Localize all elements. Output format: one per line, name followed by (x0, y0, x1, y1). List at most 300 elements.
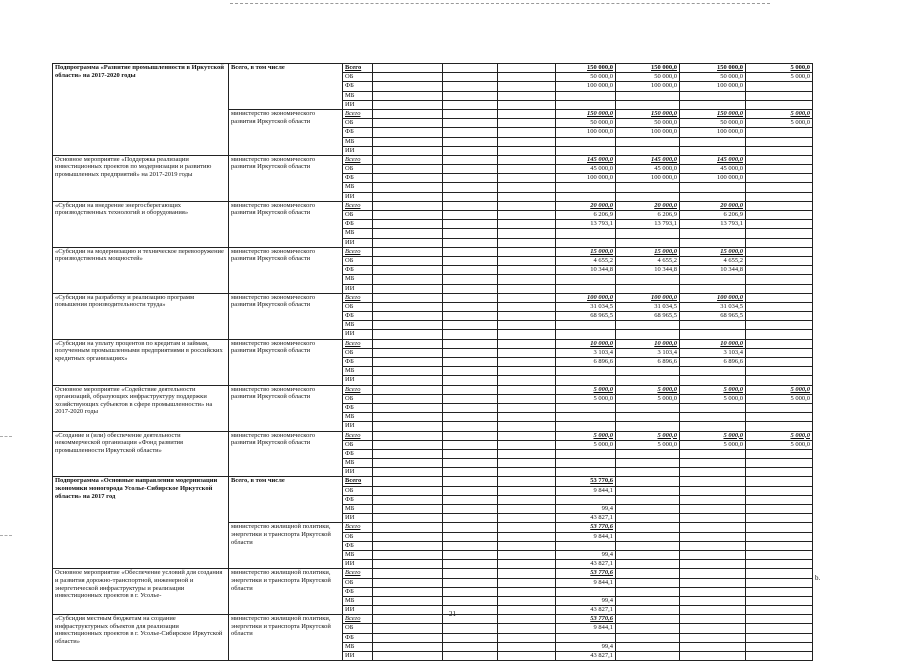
empty-cell (373, 367, 443, 376)
amount-cell (616, 624, 680, 633)
amount-cell: 5 000,0 (680, 431, 746, 440)
left-margin-dash (0, 436, 12, 437)
empty-cell (498, 119, 556, 128)
amount-cell (746, 495, 813, 504)
empty-cell (443, 422, 498, 431)
amount-cell: 43 827,1 (556, 560, 616, 569)
amount-cell: 20 000,0 (616, 201, 680, 210)
empty-cell (443, 247, 498, 256)
amount-cell (746, 284, 813, 293)
empty-cell (498, 137, 556, 146)
amount-cell: 68 965,5 (680, 312, 746, 321)
table-row (53, 431, 813, 440)
amount-cell: 100 000,0 (616, 82, 680, 91)
amount-cell: 150 000,0 (556, 64, 616, 73)
amount-cell (616, 633, 680, 642)
empty-cell (498, 633, 556, 642)
executor-cell: министерство экономического развития Иркутской области (229, 431, 343, 477)
amount-cell (616, 505, 680, 514)
amount-cell (616, 146, 680, 155)
source-label: МБ (343, 91, 373, 100)
amount-cell (556, 229, 616, 238)
empty-cell (498, 284, 556, 293)
source-label: ФБ (343, 541, 373, 550)
empty-cell (443, 183, 498, 192)
source-label: Всего (343, 615, 373, 624)
empty-cell (373, 302, 443, 311)
amount-cell: 6 896,6 (616, 358, 680, 367)
amount-cell (746, 82, 813, 91)
empty-cell (373, 155, 443, 164)
source-label: МБ (343, 642, 373, 651)
amount-cell (680, 505, 746, 514)
empty-cell (443, 266, 498, 275)
amount-cell (746, 256, 813, 265)
source-label: Всего (343, 569, 373, 578)
amount-cell: 10 344,8 (680, 266, 746, 275)
empty-cell (443, 449, 498, 458)
source-label: ФБ (343, 312, 373, 321)
amount-cell: 100 000,0 (680, 293, 746, 302)
empty-cell (498, 541, 556, 550)
empty-cell (498, 302, 556, 311)
page-number: 21 (449, 610, 456, 618)
table-row (53, 64, 813, 73)
empty-cell (498, 550, 556, 559)
amount-cell: 150 000,0 (556, 109, 616, 118)
amount-cell (680, 596, 746, 605)
amount-cell: 10 000,0 (616, 339, 680, 348)
empty-cell (443, 385, 498, 394)
amount-cell (680, 238, 746, 247)
amount-cell (556, 633, 616, 642)
empty-cell (373, 220, 443, 229)
empty-cell (498, 587, 556, 596)
amount-cell (746, 348, 813, 357)
amount-cell: 5 000,0 (746, 431, 813, 440)
empty-cell (373, 449, 443, 458)
amount-cell (746, 321, 813, 330)
amount-cell (746, 220, 813, 229)
empty-cell (498, 486, 556, 495)
empty-cell (498, 348, 556, 357)
amount-cell (616, 284, 680, 293)
amount-cell (746, 165, 813, 174)
empty-cell (373, 514, 443, 523)
amount-cell (556, 100, 616, 109)
source-label: Всего (343, 64, 373, 73)
source-label: ОБ (343, 302, 373, 311)
left-margin-dash (0, 535, 12, 536)
amount-cell (556, 413, 616, 422)
amount-cell: 6 206,9 (616, 211, 680, 220)
empty-cell (498, 403, 556, 412)
empty-cell (498, 330, 556, 339)
empty-cell (443, 128, 498, 137)
empty-cell (498, 183, 556, 192)
amount-cell: 43 827,1 (556, 606, 616, 615)
empty-cell (498, 91, 556, 100)
empty-cell (498, 247, 556, 256)
amount-cell: 10 000,0 (556, 339, 616, 348)
amount-cell (746, 532, 813, 541)
amount-cell: 145 000,0 (616, 155, 680, 164)
empty-cell (373, 569, 443, 578)
amount-cell (680, 486, 746, 495)
empty-cell (498, 569, 556, 578)
empty-cell (373, 459, 443, 468)
executor-cell: министерство экономического развития Иркутской области (229, 247, 343, 293)
amount-cell: 5 000,0 (616, 385, 680, 394)
amount-cell (556, 376, 616, 385)
program-title: Основное мероприятие «Содействие деятельности организаций, образующих инфраструктуру поддержки хозяйствующих субъектов в сфере промышленности» на 2017-2020 годы (53, 385, 229, 431)
empty-cell (373, 550, 443, 559)
empty-cell (443, 413, 498, 422)
amount-cell (556, 183, 616, 192)
amount-cell: 50 000,0 (616, 73, 680, 82)
source-label: ИИ (343, 468, 373, 477)
source-label: МБ (343, 413, 373, 422)
amount-cell (556, 284, 616, 293)
empty-cell (443, 302, 498, 311)
amount-cell: 13 793,1 (616, 220, 680, 229)
amount-cell: 5 000,0 (746, 440, 813, 449)
empty-cell (443, 238, 498, 247)
amount-cell: 20 000,0 (680, 201, 746, 210)
empty-cell (498, 468, 556, 477)
amount-cell (746, 266, 813, 275)
amount-cell (746, 192, 813, 201)
empty-cell (443, 394, 498, 403)
empty-cell (443, 284, 498, 293)
empty-cell (443, 220, 498, 229)
empty-cell (498, 560, 556, 569)
executor-cell: министерство жилищной политики, энергетики и транспорта Иркутской области (229, 615, 343, 661)
amount-cell: 13 793,1 (680, 220, 746, 229)
amount-cell (680, 569, 746, 578)
program-title: Подпрограмма «Основные направления модернизации экономики моногорода Усолье-Сибирское Иркутской области» на 2017 год (53, 477, 229, 569)
executor-cell: министерство жилищной политики, энергетики и транспорта Иркутской области (229, 523, 343, 569)
amount-cell (556, 587, 616, 596)
amount-cell: 100 000,0 (680, 128, 746, 137)
source-label: ОБ (343, 440, 373, 449)
source-label: ОБ (343, 532, 373, 541)
amount-cell (680, 413, 746, 422)
source-label: Всего (343, 477, 373, 486)
amount-cell: 100 000,0 (680, 174, 746, 183)
amount-cell: 6 206,9 (556, 211, 616, 220)
amount-cell (616, 321, 680, 330)
empty-cell (443, 155, 498, 164)
amount-cell: 3 103,4 (556, 348, 616, 357)
empty-cell (498, 100, 556, 109)
amount-cell: 15 000,0 (680, 247, 746, 256)
amount-cell (616, 376, 680, 385)
amount-cell: 5 000,0 (680, 385, 746, 394)
amount-cell (680, 376, 746, 385)
table-row (53, 201, 813, 210)
amount-cell (616, 541, 680, 550)
empty-cell (498, 275, 556, 284)
amount-cell: 50 000,0 (680, 73, 746, 82)
empty-cell (443, 486, 498, 495)
empty-cell (498, 192, 556, 201)
executor-cell: министерство жилищной политики, энергетики и транспорта Иркутской области (229, 569, 343, 615)
empty-cell (443, 358, 498, 367)
amount-cell (746, 523, 813, 532)
amount-cell (746, 146, 813, 155)
empty-cell (443, 119, 498, 128)
empty-cell (373, 321, 443, 330)
amount-cell (616, 523, 680, 532)
source-label: Всего (343, 431, 373, 440)
empty-cell (498, 367, 556, 376)
table-row (53, 385, 813, 394)
amount-cell (680, 367, 746, 376)
source-label: МБ (343, 275, 373, 284)
amount-cell (556, 146, 616, 155)
empty-cell (443, 256, 498, 265)
amount-cell: 53 770,6 (556, 569, 616, 578)
empty-cell (498, 64, 556, 73)
empty-cell (373, 109, 443, 118)
amount-cell (556, 541, 616, 550)
amount-cell: 10 000,0 (680, 339, 746, 348)
amount-cell: 100 000,0 (556, 174, 616, 183)
source-label: ОБ (343, 486, 373, 495)
amount-cell: 45 000,0 (556, 165, 616, 174)
amount-cell (616, 495, 680, 504)
amount-cell (680, 477, 746, 486)
empty-cell (498, 73, 556, 82)
amount-cell (746, 550, 813, 559)
amount-cell (556, 137, 616, 146)
empty-cell (373, 413, 443, 422)
empty-cell (443, 403, 498, 412)
empty-cell (498, 229, 556, 238)
empty-cell (498, 174, 556, 183)
table-row (53, 339, 813, 348)
amount-cell (616, 486, 680, 495)
amount-cell: 4 655,2 (680, 256, 746, 265)
amount-cell: 100 000,0 (680, 82, 746, 91)
amount-cell (746, 312, 813, 321)
source-label: ФБ (343, 403, 373, 412)
source-label: МБ (343, 367, 373, 376)
amount-cell: 100 000,0 (616, 174, 680, 183)
empty-cell (373, 275, 443, 284)
empty-cell (443, 578, 498, 587)
empty-cell (443, 624, 498, 633)
amount-cell (616, 367, 680, 376)
amount-cell: 6 896,6 (556, 358, 616, 367)
empty-cell (443, 100, 498, 109)
empty-cell (443, 477, 498, 486)
empty-cell (443, 633, 498, 642)
source-label: ФБ (343, 82, 373, 91)
empty-cell (498, 624, 556, 633)
amount-cell: 50 000,0 (680, 119, 746, 128)
empty-cell (373, 578, 443, 587)
amount-cell (616, 560, 680, 569)
amount-cell (746, 247, 813, 256)
amount-cell (680, 321, 746, 330)
empty-cell (498, 238, 556, 247)
amount-cell (616, 587, 680, 596)
empty-cell (443, 109, 498, 118)
amount-cell (746, 128, 813, 137)
amount-cell (746, 486, 813, 495)
empty-cell (443, 523, 498, 532)
amount-cell (616, 275, 680, 284)
empty-cell (373, 486, 443, 495)
amount-cell (746, 275, 813, 284)
source-label: МБ (343, 321, 373, 330)
amount-cell (680, 449, 746, 458)
empty-cell (443, 229, 498, 238)
empty-cell (443, 293, 498, 302)
amount-cell (616, 229, 680, 238)
empty-cell (373, 348, 443, 357)
table-row (53, 293, 813, 302)
amount-cell (556, 367, 616, 376)
amount-cell: 100 000,0 (616, 128, 680, 137)
executor-cell: министерство экономического развития Иркутской области (229, 201, 343, 247)
empty-cell (373, 91, 443, 100)
source-label: Всего (343, 155, 373, 164)
empty-cell (498, 514, 556, 523)
executor-cell: министерство экономического развития Иркутской области (229, 293, 343, 339)
source-label: МБ (343, 137, 373, 146)
amount-cell (746, 449, 813, 458)
source-label: ОБ (343, 256, 373, 265)
empty-cell (373, 82, 443, 91)
empty-cell (373, 201, 443, 210)
amount-cell (680, 468, 746, 477)
amount-cell (746, 155, 813, 164)
program-title: Основное мероприятие «Поддержка реализации инвестиционных проектов по модернизации и развитию промышленных предприятий» на 2017-2019 годы (53, 155, 229, 201)
amount-cell: 3 103,4 (616, 348, 680, 357)
table-row (53, 477, 813, 486)
source-label: МБ (343, 550, 373, 559)
empty-cell (373, 505, 443, 514)
amount-cell (746, 642, 813, 651)
empty-cell (443, 514, 498, 523)
empty-cell (373, 284, 443, 293)
empty-cell (443, 569, 498, 578)
table-row (53, 155, 813, 164)
empty-cell (373, 293, 443, 302)
empty-cell (373, 652, 443, 661)
empty-cell (443, 165, 498, 174)
amount-cell (746, 560, 813, 569)
empty-cell (373, 532, 443, 541)
empty-cell (443, 64, 498, 73)
amount-cell: 150 000,0 (616, 64, 680, 73)
amount-cell (680, 652, 746, 661)
amount-cell (746, 578, 813, 587)
empty-cell (373, 633, 443, 642)
amount-cell (746, 413, 813, 422)
empty-cell (373, 376, 443, 385)
amount-cell (616, 422, 680, 431)
empty-cell (498, 256, 556, 265)
source-label: ИИ (343, 514, 373, 523)
amount-cell (680, 459, 746, 468)
amount-cell: 6 896,6 (680, 358, 746, 367)
empty-cell (443, 312, 498, 321)
empty-cell (498, 321, 556, 330)
amount-cell: 9 844,1 (556, 624, 616, 633)
amount-cell: 5 000,0 (556, 431, 616, 440)
source-label: Всего (343, 109, 373, 118)
amount-cell (616, 596, 680, 605)
amount-cell (746, 514, 813, 523)
amount-cell: 145 000,0 (556, 155, 616, 164)
program-title: «Субсидии на модернизацию и техническое перевооружение производственных мощностей» (53, 247, 229, 293)
amount-cell (746, 596, 813, 605)
amount-cell: 15 000,0 (616, 247, 680, 256)
amount-cell (680, 229, 746, 238)
empty-cell (498, 385, 556, 394)
source-label: ОБ (343, 578, 373, 587)
amount-cell (616, 514, 680, 523)
amount-cell: 53 770,6 (556, 523, 616, 532)
amount-cell (746, 302, 813, 311)
amount-cell (556, 321, 616, 330)
amount-cell (680, 578, 746, 587)
amount-cell (616, 238, 680, 247)
source-label: Всего (343, 385, 373, 394)
empty-cell (498, 128, 556, 137)
amount-cell: 50 000,0 (556, 119, 616, 128)
amount-cell (680, 100, 746, 109)
amount-cell: 150 000,0 (680, 109, 746, 118)
empty-cell (373, 183, 443, 192)
empty-cell (373, 238, 443, 247)
amount-cell: 10 344,8 (616, 266, 680, 275)
empty-cell (498, 146, 556, 155)
empty-cell (443, 321, 498, 330)
amount-cell: 5 000,0 (680, 440, 746, 449)
amount-cell (746, 652, 813, 661)
amount-cell (556, 495, 616, 504)
program-title: «Субсидии на уплату процентов по кредитам и займам, полученным промышленными предприятиями в российских кредитных организациях» (53, 339, 229, 385)
empty-cell (443, 376, 498, 385)
amount-cell: 3 103,4 (680, 348, 746, 357)
top-edge-dash (230, 3, 770, 4)
empty-cell (373, 440, 443, 449)
source-label: ИИ (343, 330, 373, 339)
empty-cell (373, 137, 443, 146)
empty-cell (443, 339, 498, 348)
amount-cell: 20 000,0 (556, 201, 616, 210)
amount-cell (746, 91, 813, 100)
empty-cell (498, 376, 556, 385)
amount-cell (616, 403, 680, 412)
amount-cell (616, 468, 680, 477)
source-label: ИИ (343, 100, 373, 109)
funding-table (52, 63, 813, 661)
amount-cell (680, 275, 746, 284)
empty-cell (498, 155, 556, 164)
amount-cell: 99,4 (556, 596, 616, 605)
source-label: ИИ (343, 238, 373, 247)
empty-cell (373, 165, 443, 174)
empty-cell (443, 587, 498, 596)
amount-cell: 53 770,6 (556, 615, 616, 624)
amount-cell: 9 844,1 (556, 578, 616, 587)
